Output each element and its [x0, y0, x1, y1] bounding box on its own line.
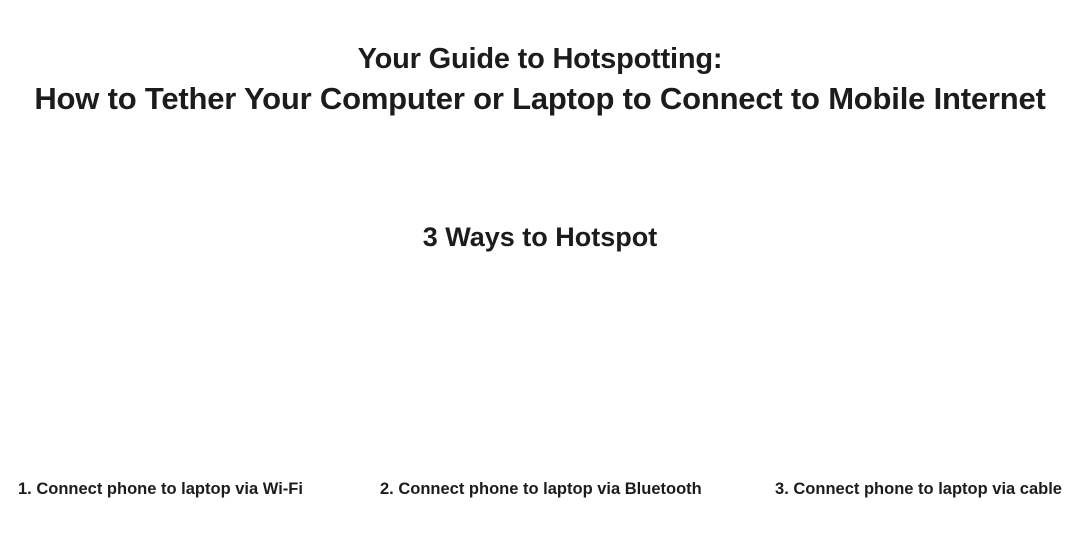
method-caption: 1. Connect phone to laptop via Wi-Fi	[18, 480, 303, 498]
methods-row	[0, 480, 1080, 500]
title-line-primary: Your Guide to Hotspotting:	[357, 43, 723, 75]
method-caption: 3. Connect phone to laptop via cable	[775, 480, 1062, 498]
title-line-secondary: How to Tether Your Computer or Laptop to Connect to Mobile Internet	[34, 81, 1046, 117]
method-column-2	[380, 480, 700, 500]
method-column-1	[18, 480, 338, 500]
method-column-3	[742, 480, 1062, 500]
page-title	[0, 44, 1080, 116]
section-subtitle: 3 Ways to Hotspot	[422, 222, 658, 252]
method-caption: 2. Connect phone to laptop via Bluetooth	[380, 480, 702, 498]
